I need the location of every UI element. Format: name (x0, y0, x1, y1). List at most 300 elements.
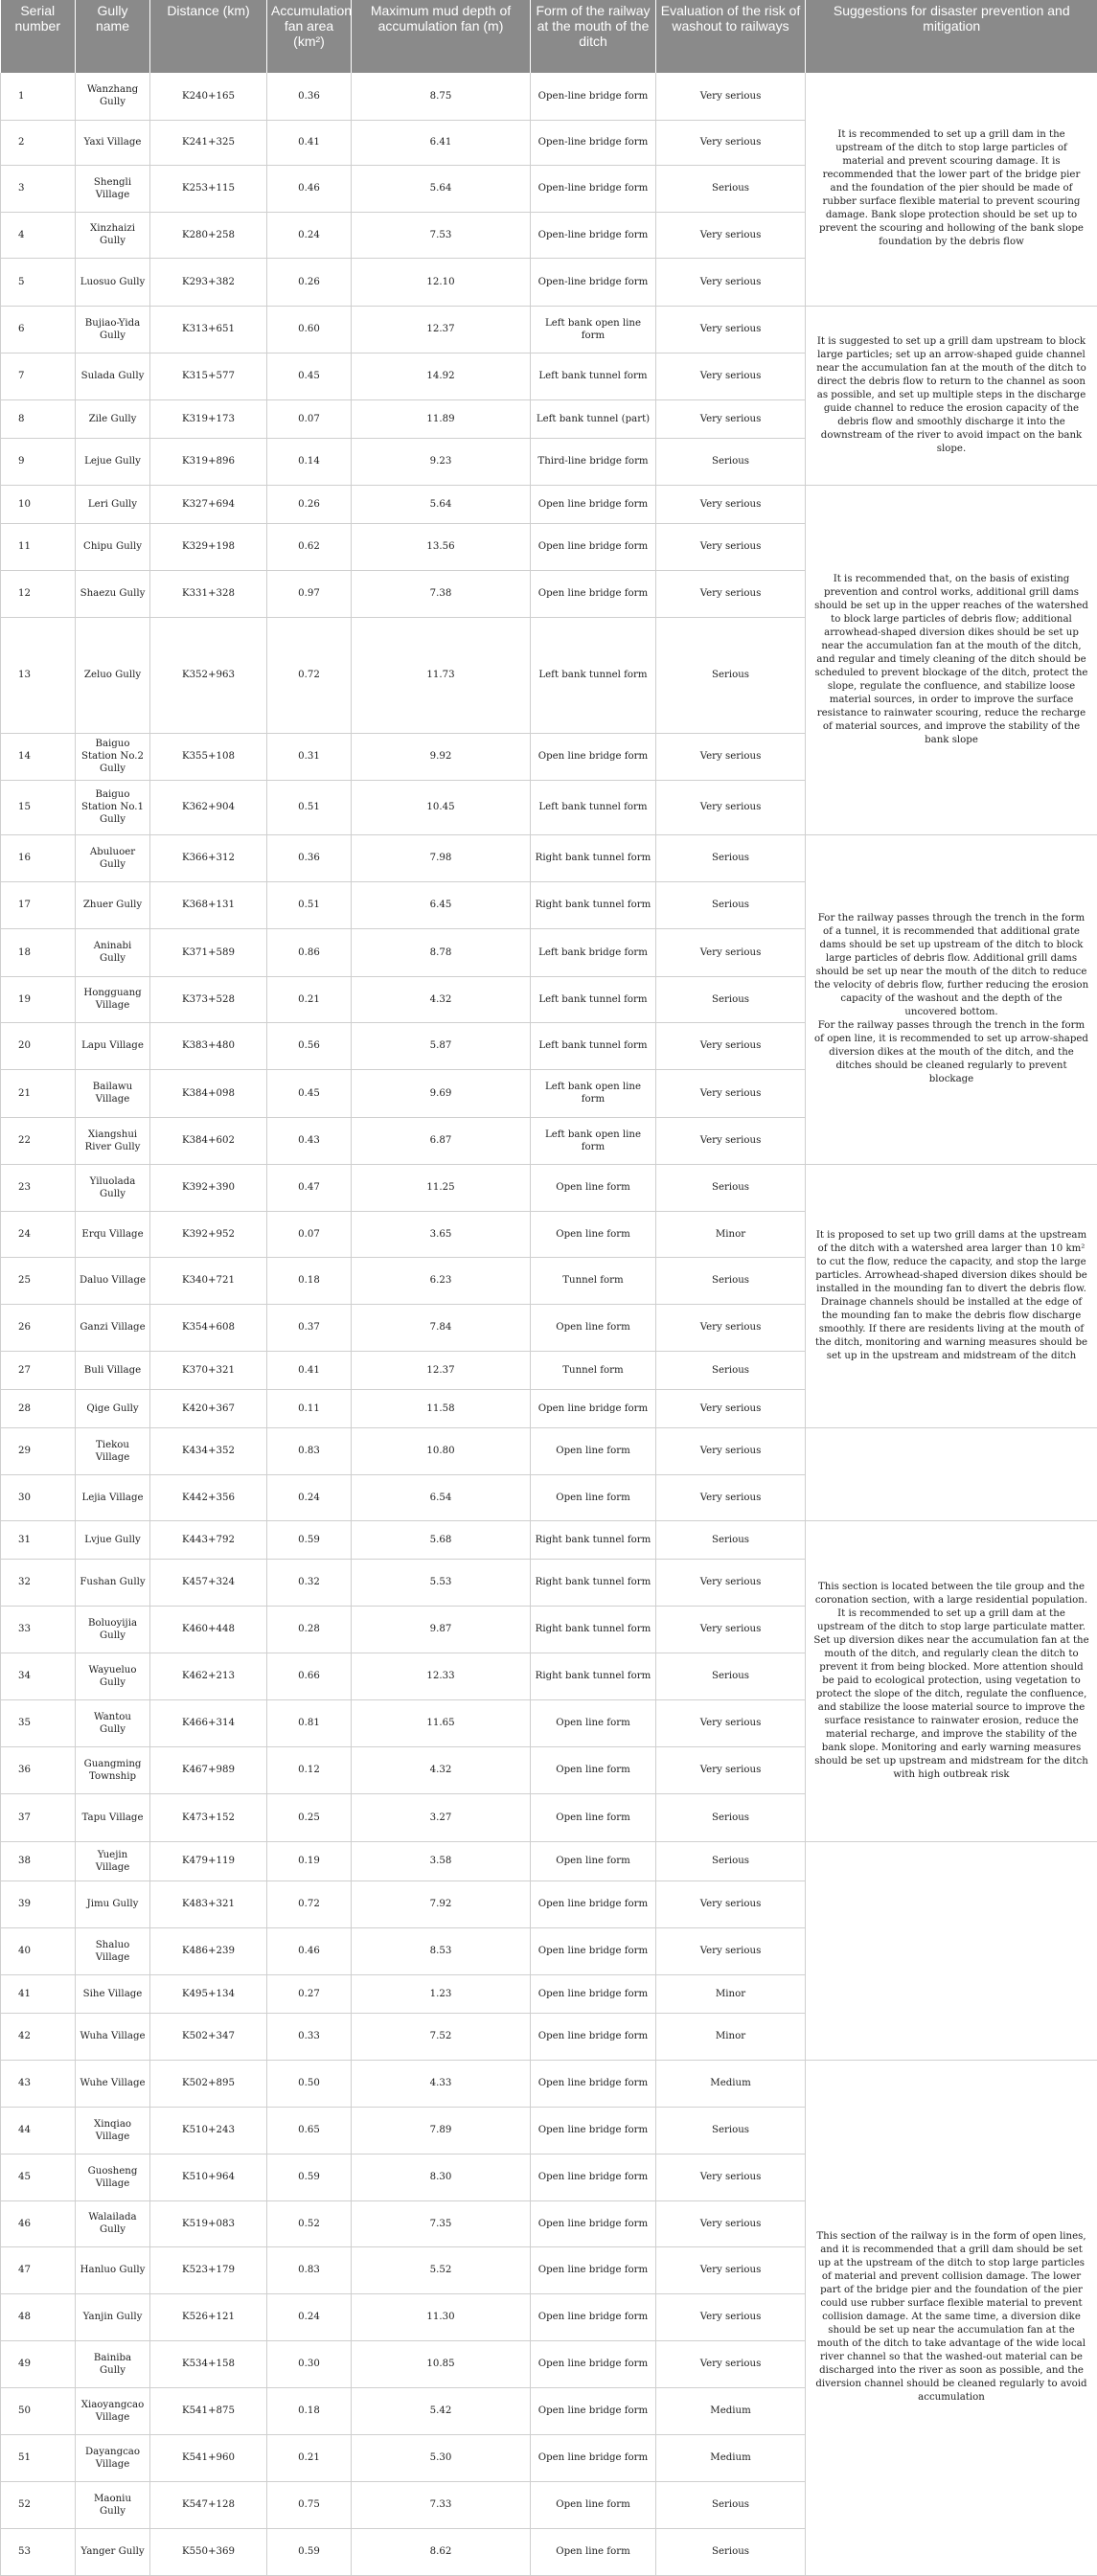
cell-risk-evaluation: Serious (656, 617, 806, 733)
cell-distance: K384+602 (150, 1117, 267, 1164)
cell-gully-name: Shaezu Gully (76, 570, 150, 617)
header-serial-number: Serial number (1, 0, 76, 73)
cell-serial-number: 29 (1, 1427, 76, 1474)
cell-serial-number: 3 (1, 165, 76, 212)
cell-gully-name: Qige Gully (76, 1389, 150, 1427)
cell-fan-area: 0.25 (267, 1793, 352, 1841)
cell-serial-number: 4 (1, 212, 76, 258)
cell-mud-depth: 5.52 (352, 2246, 531, 2293)
cell-suggestion (806, 1841, 1097, 2060)
cell-distance: K253+115 (150, 165, 267, 212)
cell-fan-area: 0.59 (267, 2154, 352, 2200)
cell-railway-form: Open-line bridge form (531, 73, 656, 120)
cell-risk-evaluation: Very serious (656, 570, 806, 617)
cell-risk-evaluation: Serious (656, 1257, 806, 1304)
cell-railway-form: Open line bridge form (531, 2013, 656, 2060)
cell-serial-number: 17 (1, 881, 76, 928)
cell-mud-depth: 7.53 (352, 212, 531, 258)
cell-railway-form: Left bank tunnel form (531, 976, 656, 1022)
cell-mud-depth: 1.23 (352, 1974, 531, 2013)
table-row (1, 834, 1097, 881)
cell-serial-number: 51 (1, 2434, 76, 2481)
cell-gully-name: Lvjue Gully (76, 1520, 150, 1559)
cell-railway-form: Open line bridge form (531, 2293, 656, 2340)
cell-gully-name: Lejue Gully (76, 438, 150, 485)
cell-railway-form: Open line bridge form (531, 1927, 656, 1974)
cell-fan-area: 0.59 (267, 2528, 352, 2575)
cell-serial-number: 23 (1, 1164, 76, 1211)
header-risk-evaluation: Evaluation of the risk of washout to railways (656, 0, 806, 73)
cell-mud-depth: 8.75 (352, 73, 531, 120)
cell-distance: K340+721 (150, 1257, 267, 1304)
cell-gully-name: Chipu Gully (76, 523, 150, 570)
cell-distance: K355+108 (150, 733, 267, 780)
cell-risk-evaluation: Very serious (656, 399, 806, 438)
cell-gully-name: Sihe Village (76, 1974, 150, 2013)
cell-risk-evaluation: Very serious (656, 353, 806, 399)
suggestion-text: It is recommended to set up a grill dam in the upstream of the ditch to stop large particles of material and prevent scouring damage. It is recommended that the lower part of the bridge pier and the foundation of the pier should be made of rubber surface flexible material to prevent scouring damage. Bank slope protection should be set up to prevent the scouring and hollowing of the bank slope foundation by the debris flow (819, 129, 1084, 247)
suggestion-text: It is suggested to set up a grill dam upstream to block large particles; set up an arrow-shaped guide channel near the accumulation fan at the mouth of the ditch to direct the debris flow to return to the channel as soon as possible, and set up multiple steps in the discharge guide channel to reduce the erosion capacity of the debris flow and smoothly discharge it into the downstream of the river to avoid impact on the bank slope. (816, 336, 1086, 454)
header-distance: Distance (km) (150, 0, 267, 73)
cell-mud-depth: 7.52 (352, 2013, 531, 2060)
cell-railway-form: Open-line bridge form (531, 212, 656, 258)
cell-serial-number: 11 (1, 523, 76, 570)
cell-railway-form: Open line bridge form (531, 2434, 656, 2481)
cell-suggestion (806, 1520, 1097, 1841)
cell-railway-form: Right bank tunnel form (531, 834, 656, 881)
header-row (1, 0, 1097, 73)
cell-distance: K510+964 (150, 2154, 267, 2200)
cell-gully-name: Guosheng Village (76, 2154, 150, 2200)
cell-serial-number: 52 (1, 2481, 76, 2528)
cell-gully-name: Boluoyijia Gully (76, 1606, 150, 1653)
cell-mud-depth: 11.73 (352, 617, 531, 733)
cell-risk-evaluation: Serious (656, 165, 806, 212)
cell-suggestion (806, 485, 1097, 834)
cell-distance: K392+390 (150, 1164, 267, 1211)
cell-distance: K467+989 (150, 1746, 267, 1793)
suggestion-text: It is recommended that, on the basis of existing prevention and control works, additional grill dams should be set up in the upper reaches of the watershed to block large particles of debris flow; additional arrowhead-shaped diversion dikes should be set up near the accumulation fan at the mouth of the ditch, and regular and timely cleaning of the ditch should be scheduled to prevent blockage of the ditch, protect the slope, regulate the confluence, and stabilize loose material sources, in order to improve the surface resistance to rainwater scouring, reduce the recharge of material sources, and improve the stability of the bank slope (814, 574, 1088, 745)
cell-mud-depth: 8.62 (352, 2528, 531, 2575)
cell-distance: K354+608 (150, 1304, 267, 1351)
cell-suggestion (806, 2060, 1097, 2575)
cell-railway-form: Left bank tunnel form (531, 353, 656, 399)
cell-mud-depth: 11.58 (352, 1389, 531, 1427)
cell-distance: K473+152 (150, 1793, 267, 1841)
cell-serial-number: 34 (1, 1653, 76, 1699)
cell-distance: K383+480 (150, 1022, 267, 1069)
cell-gully-name: Bujiao-Yida Gully (76, 306, 150, 353)
cell-suggestion (806, 73, 1097, 306)
cell-risk-evaluation: Very serious (656, 306, 806, 353)
cell-serial-number: 36 (1, 1746, 76, 1793)
cell-risk-evaluation: Serious (656, 438, 806, 485)
cell-serial-number: 33 (1, 1606, 76, 1653)
cell-railway-form: Open line form (531, 1699, 656, 1746)
cell-risk-evaluation: Very serious (656, 2293, 806, 2340)
cell-gully-name: Xinqiao Village (76, 2107, 150, 2154)
cell-fan-area: 0.45 (267, 1069, 352, 1117)
cell-railway-form: Third-line bridge form (531, 438, 656, 485)
cell-risk-evaluation: Very serious (656, 1474, 806, 1520)
cell-railway-form: Right bank tunnel form (531, 1520, 656, 1559)
cell-gully-name: Baiguo Station No.1 Gully (76, 780, 150, 834)
cell-fan-area: 0.31 (267, 733, 352, 780)
cell-serial-number: 21 (1, 1069, 76, 1117)
cell-risk-evaluation: Very serious (656, 73, 806, 120)
cell-serial-number: 19 (1, 976, 76, 1022)
cell-risk-evaluation: Serious (656, 1351, 806, 1389)
cell-railway-form: Open line bridge form (531, 2107, 656, 2154)
cell-risk-evaluation: Very serious (656, 1881, 806, 1927)
cell-railway-form: Open line bridge form (531, 1974, 656, 2013)
cell-gully-name: Daluo Village (76, 1257, 150, 1304)
cell-risk-evaluation: Minor (656, 1974, 806, 2013)
cell-risk-evaluation: Very serious (656, 780, 806, 834)
cell-fan-area: 0.52 (267, 2200, 352, 2246)
cell-distance: K526+121 (150, 2293, 267, 2340)
cell-risk-evaluation: Very serious (656, 1427, 806, 1474)
cell-fan-area: 0.12 (267, 1746, 352, 1793)
cell-gully-name: Jimu Gully (76, 1881, 150, 1927)
cell-distance: K327+694 (150, 485, 267, 523)
cell-distance: K550+369 (150, 2528, 267, 2575)
table-row (1, 1427, 1097, 1474)
cell-railway-form: Open line bridge form (531, 733, 656, 780)
cell-mud-depth: 7.33 (352, 2481, 531, 2528)
cell-gully-name: Zeluo Gully (76, 617, 150, 733)
cell-mud-depth: 9.92 (352, 733, 531, 780)
cell-mud-depth: 8.53 (352, 1927, 531, 1974)
cell-risk-evaluation: Serious (656, 1520, 806, 1559)
cell-gully-name: Sulada Gully (76, 353, 150, 399)
cell-mud-depth: 12.37 (352, 306, 531, 353)
table-row (1, 1841, 1097, 1881)
cell-distance: K366+312 (150, 834, 267, 881)
cell-distance: K352+963 (150, 617, 267, 733)
cell-fan-area: 0.36 (267, 73, 352, 120)
cell-serial-number: 25 (1, 1257, 76, 1304)
cell-mud-depth: 10.85 (352, 2340, 531, 2387)
cell-suggestion (806, 1427, 1097, 1520)
cell-distance: K313+651 (150, 306, 267, 353)
cell-serial-number: 9 (1, 438, 76, 485)
cell-distance: K371+589 (150, 928, 267, 976)
table-body (1, 73, 1097, 2575)
cell-gully-name: Lejia Village (76, 1474, 150, 1520)
suggestion-text: This section of the railway is in the form of open lines, and it is recommended that a grill dam should be set up at the upstream of the ditch to stop large particles of material and prevent collision damage. The lower part of the bridge pier and the foundation of the pier could use rubber surface flexible material to prevent collision damage. At the same time, a diversion dike should be set up near the accumulation fan at the mouth of the ditch to take advantage of the wide local river channel so that the washed-out material can be discharged into the river as soon as possible, and the diversion channel should be cleaned regularly to avoid accumulation (815, 2231, 1086, 2403)
cell-fan-area: 0.75 (267, 2481, 352, 2528)
cell-distance: K510+243 (150, 2107, 267, 2154)
cell-fan-area: 0.86 (267, 928, 352, 976)
cell-mud-depth: 5.64 (352, 485, 531, 523)
cell-railway-form: Open line form (531, 2481, 656, 2528)
cell-gully-name: Baiguo Station No.2 Gully (76, 733, 150, 780)
cell-distance: K519+083 (150, 2200, 267, 2246)
cell-risk-evaluation: Serious (656, 834, 806, 881)
cell-gully-name: Yuejin Village (76, 1841, 150, 1881)
cell-fan-area: 0.56 (267, 1022, 352, 1069)
cell-suggestion (806, 834, 1097, 1164)
cell-serial-number: 24 (1, 1211, 76, 1257)
cell-serial-number: 31 (1, 1520, 76, 1559)
cell-fan-area: 0.07 (267, 399, 352, 438)
cell-serial-number: 37 (1, 1793, 76, 1841)
cell-mud-depth: 3.27 (352, 1793, 531, 1841)
cell-risk-evaluation: Very serious (656, 258, 806, 306)
cell-distance: K319+173 (150, 399, 267, 438)
cell-railway-form: Left bank tunnel form (531, 780, 656, 834)
cell-fan-area: 0.26 (267, 485, 352, 523)
cell-risk-evaluation: Very serious (656, 1304, 806, 1351)
cell-serial-number: 41 (1, 1974, 76, 2013)
cell-railway-form: Open line form (531, 1746, 656, 1793)
cell-railway-form: Open line bridge form (531, 1389, 656, 1427)
cell-distance: K384+098 (150, 1069, 267, 1117)
cell-risk-evaluation: Serious (656, 2481, 806, 2528)
cell-risk-evaluation: Serious (656, 1841, 806, 1881)
cell-railway-form: Open line form (531, 1793, 656, 1841)
header-gully-name: Gully name (76, 0, 150, 73)
cell-mud-depth: 9.23 (352, 438, 531, 485)
cell-risk-evaluation: Very serious (656, 1927, 806, 1974)
cell-serial-number: 26 (1, 1304, 76, 1351)
cell-fan-area: 0.27 (267, 1974, 352, 2013)
cell-distance: K460+448 (150, 1606, 267, 1653)
cell-distance: K442+356 (150, 1474, 267, 1520)
cell-serial-number: 15 (1, 780, 76, 834)
cell-serial-number: 8 (1, 399, 76, 438)
cell-risk-evaluation: Very serious (656, 2340, 806, 2387)
cell-fan-area: 0.65 (267, 2107, 352, 2154)
cell-distance: K392+952 (150, 1211, 267, 1257)
suggestion-text: For the railway passes through the trench in the form of a tunnel, it is recommended that additional grate dams should be set up upstream of the ditch to block large particles of debris flow. Additional grill dams should be set up near the mouth of the ditch to reduce the velocity of debris flow, further reducing the erosion capacity of the washout and the depth of the uncovered bottom. (814, 913, 1088, 1017)
cell-mud-depth: 7.89 (352, 2107, 531, 2154)
cell-fan-area: 0.62 (267, 523, 352, 570)
cell-mud-depth: 6.41 (352, 120, 531, 165)
cell-gully-name: Xiaoyangcao Village (76, 2387, 150, 2434)
cell-gully-name: Wanzhang Gully (76, 73, 150, 120)
cell-mud-depth: 11.25 (352, 1164, 531, 1211)
cell-risk-evaluation: Serious (656, 976, 806, 1022)
cell-fan-area: 0.51 (267, 881, 352, 928)
cell-railway-form: Open line bridge form (531, 1881, 656, 1927)
cell-risk-evaluation: Very serious (656, 1746, 806, 1793)
cell-serial-number: 43 (1, 2060, 76, 2107)
cell-risk-evaluation: Very serious (656, 485, 806, 523)
cell-fan-area: 0.60 (267, 306, 352, 353)
cell-distance: K502+347 (150, 2013, 267, 2060)
cell-risk-evaluation: Serious (656, 1164, 806, 1211)
table-row (1, 1164, 1097, 1211)
cell-railway-form: Open-line bridge form (531, 165, 656, 212)
cell-gully-name: Dayangcao Village (76, 2434, 150, 2481)
cell-risk-evaluation: Medium (656, 2434, 806, 2481)
cell-distance: K293+382 (150, 258, 267, 306)
cell-railway-form: Open line bridge form (531, 570, 656, 617)
cell-fan-area: 0.11 (267, 1389, 352, 1427)
cell-distance: K443+792 (150, 1520, 267, 1559)
cell-mud-depth: 4.33 (352, 2060, 531, 2107)
cell-fan-area: 0.26 (267, 258, 352, 306)
cell-fan-area: 0.37 (267, 1304, 352, 1351)
cell-serial-number: 38 (1, 1841, 76, 1881)
cell-railway-form: Open line bridge form (531, 2060, 656, 2107)
cell-fan-area: 0.41 (267, 1351, 352, 1389)
cell-distance: K534+158 (150, 2340, 267, 2387)
cell-serial-number: 18 (1, 928, 76, 976)
cell-serial-number: 32 (1, 1559, 76, 1606)
cell-gully-name: Leri Gully (76, 485, 150, 523)
cell-fan-area: 0.66 (267, 1653, 352, 1699)
cell-railway-form: Open line form (531, 1164, 656, 1211)
cell-serial-number: 13 (1, 617, 76, 733)
cell-distance: K541+875 (150, 2387, 267, 2434)
cell-serial-number: 28 (1, 1389, 76, 1427)
cell-risk-evaluation: Very serious (656, 1117, 806, 1164)
table-row (1, 485, 1097, 523)
cell-distance: K479+119 (150, 1841, 267, 1881)
cell-mud-depth: 11.65 (352, 1699, 531, 1746)
cell-gully-name: Fushan Gully (76, 1559, 150, 1606)
cell-serial-number: 50 (1, 2387, 76, 2434)
cell-serial-number: 53 (1, 2528, 76, 2575)
cell-gully-name: Yaxi Village (76, 120, 150, 165)
cell-gully-name: Yanger Gully (76, 2528, 150, 2575)
cell-railway-form: Open line bridge form (531, 2246, 656, 2293)
cell-mud-depth: 7.98 (352, 834, 531, 881)
cell-distance: K240+165 (150, 73, 267, 120)
cell-serial-number: 22 (1, 1117, 76, 1164)
cell-railway-form: Open line bridge form (531, 2200, 656, 2246)
cell-serial-number: 5 (1, 258, 76, 306)
cell-fan-area: 0.32 (267, 1559, 352, 1606)
cell-fan-area: 0.83 (267, 2246, 352, 2293)
cell-mud-depth: 12.37 (352, 1351, 531, 1389)
cell-fan-area: 0.24 (267, 1474, 352, 1520)
cell-risk-evaluation: Serious (656, 1793, 806, 1841)
cell-suggestion (806, 306, 1097, 485)
cell-gully-name: Xiangshui River Gully (76, 1117, 150, 1164)
cell-railway-form: Open line bridge form (531, 2340, 656, 2387)
cell-risk-evaluation: Serious (656, 2107, 806, 2154)
cell-risk-evaluation: Very serious (656, 2154, 806, 2200)
cell-distance: K241+325 (150, 120, 267, 165)
cell-distance: K523+179 (150, 2246, 267, 2293)
cell-mud-depth: 11.89 (352, 399, 531, 438)
cell-serial-number: 6 (1, 306, 76, 353)
cell-mud-depth: 7.92 (352, 1881, 531, 1927)
cell-serial-number: 49 (1, 2340, 76, 2387)
cell-gully-name: Shengli Village (76, 165, 150, 212)
cell-railway-form: Right bank tunnel form (531, 881, 656, 928)
cell-distance: K457+324 (150, 1559, 267, 1606)
cell-risk-evaluation: Very serious (656, 1606, 806, 1653)
table-row (1, 1520, 1097, 1559)
cell-risk-evaluation: Very serious (656, 733, 806, 780)
cell-mud-depth: 13.56 (352, 523, 531, 570)
cell-risk-evaluation: Very serious (656, 1069, 806, 1117)
cell-risk-evaluation: Medium (656, 2387, 806, 2434)
cell-railway-form: Right bank tunnel form (531, 1606, 656, 1653)
cell-railway-form: Right bank tunnel form (531, 1653, 656, 1699)
cell-fan-area: 0.45 (267, 353, 352, 399)
cell-mud-depth: 4.32 (352, 1746, 531, 1793)
cell-risk-evaluation: Very serious (656, 2246, 806, 2293)
cell-mud-depth: 14.92 (352, 353, 531, 399)
cell-mud-depth: 3.58 (352, 1841, 531, 1881)
cell-fan-area: 0.43 (267, 1117, 352, 1164)
cell-mud-depth: 5.53 (352, 1559, 531, 1606)
cell-fan-area: 0.07 (267, 1211, 352, 1257)
cell-suggestion (806, 1164, 1097, 1427)
cell-serial-number: 39 (1, 1881, 76, 1927)
cell-mud-depth: 6.23 (352, 1257, 531, 1304)
cell-serial-number: 1 (1, 73, 76, 120)
cell-railway-form: Left bank tunnel form (531, 1022, 656, 1069)
header-suggestions: Suggestions for disaster prevention and mitigation (806, 0, 1097, 73)
cell-fan-area: 0.59 (267, 1520, 352, 1559)
cell-serial-number: 10 (1, 485, 76, 523)
cell-gully-name: Hanluo Gully (76, 2246, 150, 2293)
cell-fan-area: 0.24 (267, 212, 352, 258)
cell-risk-evaluation: Very serious (656, 212, 806, 258)
cell-gully-name: Hongguang Village (76, 976, 150, 1022)
cell-railway-form: Open-line bridge form (531, 120, 656, 165)
cell-mud-depth: 5.68 (352, 1520, 531, 1559)
cell-serial-number: 7 (1, 353, 76, 399)
cell-distance: K541+960 (150, 2434, 267, 2481)
cell-gully-name: Yiluolada Gully (76, 1164, 150, 1211)
suggestion-text: This section is located between the tile group and the coronation section, with a large residential population. It is recommended to set up a grill dam at the upstream of the ditch to stop large particulate matter. Set up diversion dikes near the accumulation fan at the mouth of the ditch, and regularly clean the ditch to prevent it from being blocked. More attention should be paid to ecological protection, using vegetation to protect the slope of the ditch, regulate the confluence, and stabilize the loose material source to improve the surface resistance to rainwater erosion, reduce the material recharge, and improve the stability of the bank slope. Monitoring and early warning measures should be set up upstream and midstream for the ditch with high outbreak risk (813, 1582, 1088, 1780)
cell-fan-area: 0.46 (267, 1927, 352, 1974)
cell-gully-name: Wantou Gully (76, 1699, 150, 1746)
cell-serial-number: 44 (1, 2107, 76, 2154)
cell-risk-evaluation: Serious (656, 1653, 806, 1699)
cell-fan-area: 0.30 (267, 2340, 352, 2387)
cell-mud-depth: 8.78 (352, 928, 531, 976)
cell-distance: K434+352 (150, 1427, 267, 1474)
cell-mud-depth: 4.32 (352, 976, 531, 1022)
cell-distance: K483+321 (150, 1881, 267, 1927)
cell-distance: K370+321 (150, 1351, 267, 1389)
cell-mud-depth: 12.33 (352, 1653, 531, 1699)
cell-distance: K495+134 (150, 1974, 267, 2013)
cell-railway-form: Open line form (531, 1211, 656, 1257)
cell-railway-form: Left bank tunnel (part) (531, 399, 656, 438)
cell-risk-evaluation: Minor (656, 1211, 806, 1257)
cell-fan-area: 0.72 (267, 1881, 352, 1927)
cell-serial-number: 40 (1, 1927, 76, 1974)
cell-railway-form: Open line form (531, 1427, 656, 1474)
cell-distance: K420+367 (150, 1389, 267, 1427)
cell-fan-area: 0.83 (267, 1427, 352, 1474)
cell-serial-number: 46 (1, 2200, 76, 2246)
cell-mud-depth: 5.30 (352, 2434, 531, 2481)
cell-serial-number: 2 (1, 120, 76, 165)
cell-risk-evaluation: Very serious (656, 1559, 806, 1606)
cell-mud-depth: 6.54 (352, 1474, 531, 1520)
header-mud-depth: Maximum mud depth of accumulation fan (m) (352, 0, 531, 73)
cell-serial-number: 42 (1, 2013, 76, 2060)
cell-railway-form: Tunnel form (531, 1257, 656, 1304)
cell-serial-number: 27 (1, 1351, 76, 1389)
cell-gully-name: Tiekou Village (76, 1427, 150, 1474)
cell-distance: K547+128 (150, 2481, 267, 2528)
cell-distance: K331+328 (150, 570, 267, 617)
cell-risk-evaluation: Very serious (656, 523, 806, 570)
cell-mud-depth: 7.38 (352, 570, 531, 617)
